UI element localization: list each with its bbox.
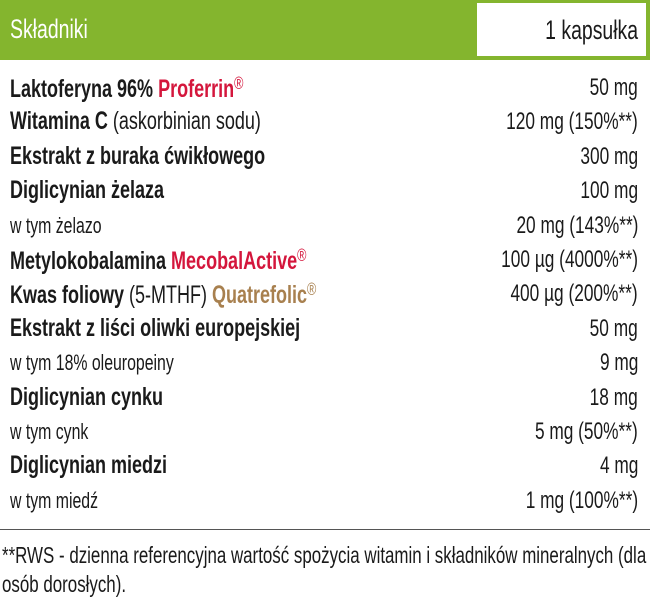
- ingredient-detail: (askorbinian sodu): [107, 107, 261, 136]
- table-header: [0, 0, 650, 60]
- ingredient-detail: w tym 18% oleuropeiny: [10, 350, 174, 376]
- ingredient-bold: Ekstrakt z liści oliwki europejskiej: [10, 313, 301, 342]
- ingredient-name: [10, 213, 102, 239]
- ingredient-bold: Ekstrakt z buraka ćwikłowego: [10, 141, 266, 170]
- table-row: [0, 312, 650, 346]
- ingredient-detail: w tym miedź: [10, 487, 99, 513]
- serving-header-box: [476, 2, 647, 57]
- ingredient-amount: 300 mg: [580, 142, 638, 170]
- ingredient-amount: 100 µg (4000%**): [501, 245, 638, 273]
- table-row: [0, 381, 650, 415]
- brand-name: Proferrin: [158, 74, 235, 103]
- table-row: [0, 174, 650, 208]
- divider: [0, 529, 650, 530]
- ingredient-name: [10, 176, 164, 205]
- table-row: [0, 243, 650, 277]
- ingredient-name: [10, 314, 300, 343]
- table-row: [0, 346, 650, 380]
- ingredient-name: [10, 419, 88, 445]
- ingredient-amount: 9 mg: [599, 349, 638, 377]
- ingredient-amount: 50 mg: [589, 314, 638, 342]
- ingredient-detail: (5-MTHF): [124, 281, 208, 310]
- ingredients-heading: Składniki: [10, 14, 88, 44]
- ingredient-amount: 100 mg: [580, 177, 638, 205]
- brand-name: MecobalActive: [171, 246, 298, 275]
- footnote: **RWS - dzienna referencyjna wartość spożycia witamin i składników mineralnych (dla osób dorosłych).: [2, 542, 647, 597]
- ingredient-bold: Diglicynian żelaza: [10, 176, 165, 205]
- ingredient-amount: 400 µg (200%**): [510, 280, 638, 308]
- registered-mark: ®: [234, 73, 244, 93]
- registered-mark: ®: [307, 279, 317, 300]
- ingredient-amount: 1 mg (100%**): [525, 486, 638, 514]
- table-row: [0, 484, 650, 518]
- table-row: [0, 449, 650, 483]
- table-row: [0, 277, 650, 311]
- ingredient-bold: Laktoferyna 96%: [10, 74, 154, 103]
- ingredient-name: [10, 245, 306, 276]
- ingredient-amount: 50 mg: [589, 74, 638, 101]
- ingredient-name: [10, 279, 316, 310]
- ingredient-bold: Kwas foliowy: [10, 281, 125, 310]
- ingredient-amount: 20 mg (143%**): [516, 211, 638, 239]
- ingredient-detail: w tym cynk: [10, 418, 89, 444]
- ingredient-name: [10, 107, 261, 136]
- ingredient-name: [10, 73, 243, 104]
- ingredient-name: [10, 383, 163, 412]
- ingredients-table: [0, 71, 650, 518]
- ingredient-detail: w tym żelazo: [10, 212, 102, 238]
- ingredient-name: [10, 142, 265, 171]
- ingredient-amount: 5 mg (50%**): [535, 417, 638, 445]
- ingredient-bold: Diglicynian miedzi: [10, 451, 168, 480]
- table-row: [0, 209, 650, 243]
- table-row: [0, 105, 650, 139]
- serving-heading: 1 kapsułka: [545, 15, 638, 45]
- table-row: [0, 71, 650, 105]
- ingredient-bold: Metylokobalamina: [10, 246, 167, 275]
- ingredient-name: [10, 350, 174, 376]
- ingredient-bold: Witamina C: [10, 107, 108, 136]
- table-row: [0, 140, 650, 174]
- ingredient-name: [10, 451, 167, 480]
- brand-name: Quatrefolic: [212, 281, 308, 310]
- registered-mark: ®: [297, 244, 307, 265]
- table-row: [0, 415, 650, 449]
- ingredient-name: [10, 488, 98, 514]
- ingredient-amount: 18 mg: [589, 383, 638, 411]
- ingredient-bold: Diglicynian cynku: [10, 382, 164, 411]
- ingredient-amount: 120 mg (150%**): [506, 108, 638, 136]
- ingredient-amount: 4 mg: [599, 452, 638, 480]
